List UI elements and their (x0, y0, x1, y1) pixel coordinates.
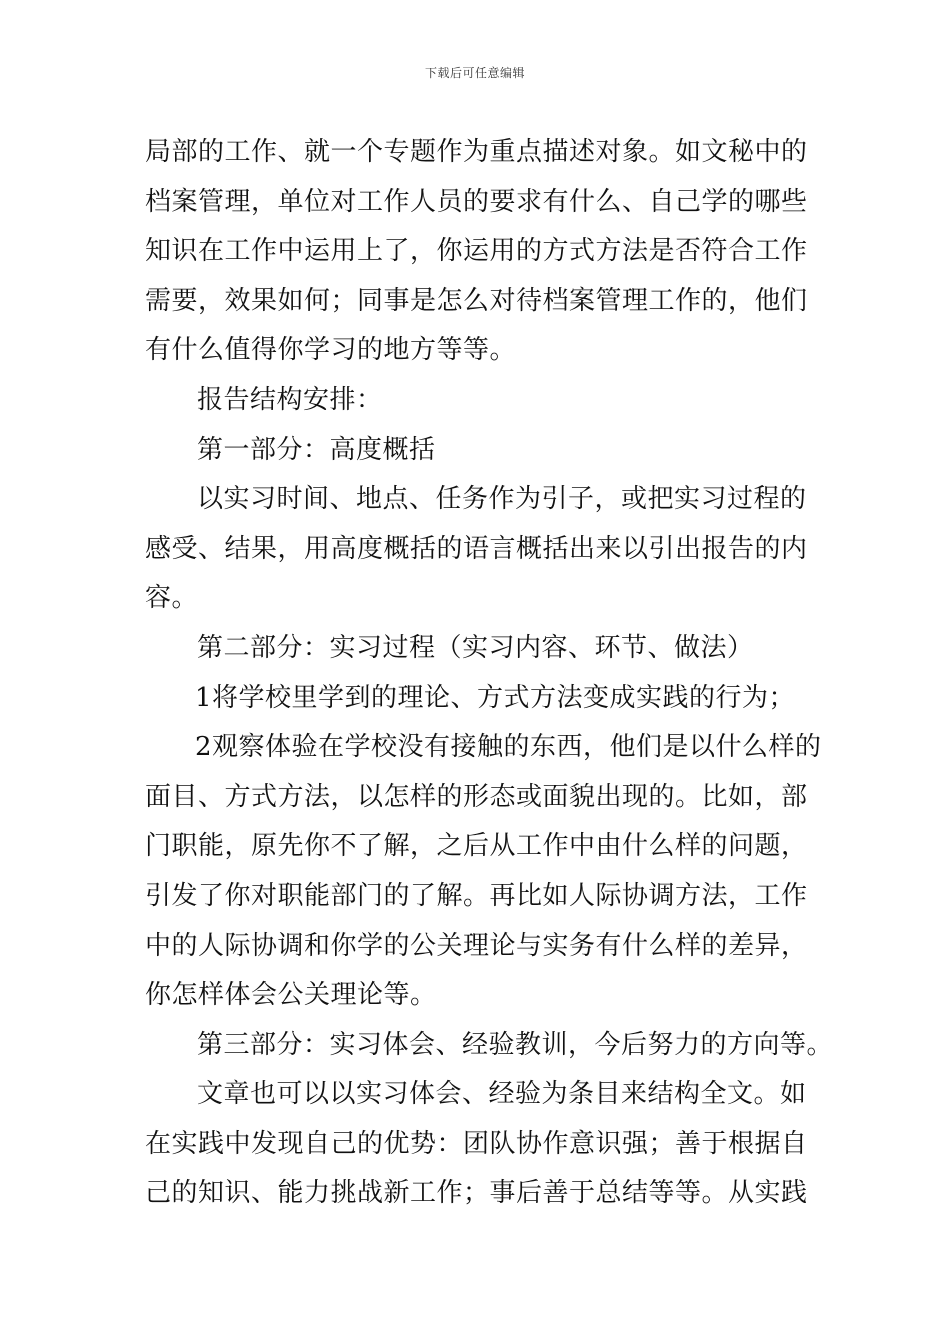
text-line: 在实践中发现自己的优势：团队协作意识强；善于根据自 (145, 1128, 808, 1159)
text-line: 你怎样体会公关理论等。 (145, 980, 437, 1011)
text-line: 感受、结果，用高度概括的语言概括出来以引出报告的内 (145, 533, 808, 564)
text-line: 有什么值得你学习的地方等等。 (145, 335, 517, 366)
text-line: 己的知识、能力挑战新工作；事后善于总结等等。从实践 (145, 1178, 808, 1209)
text-line: 容。 (145, 583, 199, 614)
section-heading: 第三部分：实习体会、经验教训，今后努力的方向等。 (197, 1029, 834, 1060)
text-line: 以实习时间、地点、任务作为引子，或把实习过程的 (197, 484, 807, 515)
list-item: 1将学校里学到的理论、方式方法变成实践的行为； (195, 682, 796, 713)
text-line: 需要，效果如何；同事是怎么对待档案管理工作的，他们 (145, 285, 808, 316)
text-line: 引发了你对职能部门的了解。再比如人际协调方法，工作 (145, 880, 808, 911)
page-header: 下载后可任意编辑 (424, 66, 525, 80)
text-line: 面目、方式方法，以怎样的形态或面貌出现的。比如，部 (145, 781, 808, 812)
section-heading: 第二部分：实习过程（实习内容、环节、做法） (197, 632, 754, 663)
section-heading: 报告结构安排： (197, 384, 383, 415)
list-item: 2观察体验在学校没有接触的东西，他们是以什么样的 (195, 732, 822, 763)
document-body (145, 128, 834, 1219)
text-line: 知识在工作中运用上了，你运用的方式方法是否符合工作 (145, 236, 808, 267)
text-line: 档案管理，单位对工作人员的要求有什么、自己学的哪些 (145, 186, 808, 217)
text-line: 门职能，原先你不了解，之后从工作中由什么样的问题， (145, 831, 808, 862)
section-heading: 第一部分：高度概括 (197, 434, 436, 465)
text-line: 局部的工作、就一个专题作为重点描述对象。如文秘中的 (145, 137, 808, 167)
text-line: 中的人际协调和你学的公关理论与实务有什么样的差异， (145, 930, 808, 961)
text-line: 文章也可以以实习体会、经验为条目来结构全文。如 (197, 1079, 807, 1110)
